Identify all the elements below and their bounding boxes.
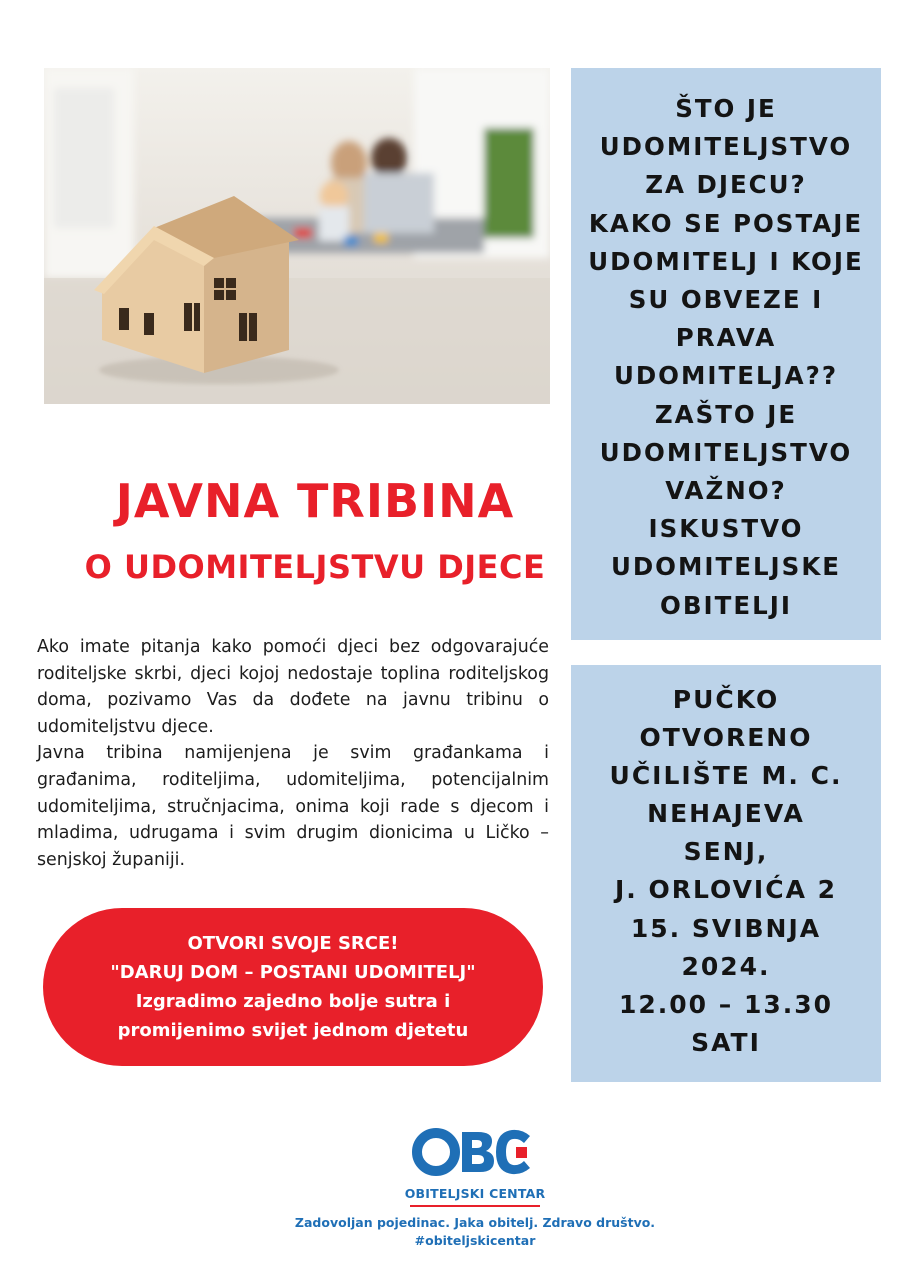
location-line: 15. SVIBNJA xyxy=(630,913,822,943)
slogan-line-2: "DARUJ DOM – POSTANI UDOMITELJ" xyxy=(110,962,476,983)
event-subtitle: O UDOMITELJSTVU DJECE xyxy=(84,548,546,586)
question-line: UDOMITELJ I KOJE xyxy=(588,246,864,276)
hero-photo xyxy=(44,68,550,404)
location-line: UČILIŠTE M. C. xyxy=(609,761,843,791)
slogan-line-1: OTVORI SVOJE SRCE! xyxy=(187,933,399,954)
location-line: PUČKO xyxy=(672,685,780,714)
question-line: SU OBVEZE I xyxy=(628,285,824,315)
question-line: ZA DJECU? xyxy=(645,170,807,200)
location-line: NEHAJEVA xyxy=(647,799,805,829)
location-line: SATI xyxy=(691,1027,761,1057)
question-line: UDOMITELJSTVO xyxy=(599,437,853,467)
description-paragraph-1: Ako imate pitanja kako pomoći djeci bez odgovarajuće roditeljske skrbi, djeci kojoj nedostaje toplina roditeljskog doma, pozivamo Vas da dođete na javnu tribinu o udomiteljstvu djece. xyxy=(37,637,549,737)
location-line: J. ORLOVIĆA 2 xyxy=(614,875,838,905)
event-title: JAVNA TRIBINA xyxy=(115,474,515,528)
location-line: 2024. xyxy=(681,951,771,981)
question-line: VAŽNO? xyxy=(665,476,787,506)
obc-logo-mark xyxy=(412,1124,538,1180)
location-line: OTVORENO xyxy=(639,723,813,753)
question-line: UDOMITELJA?? xyxy=(613,361,839,391)
slogan-line-3: Izgradimo zajedno bolje sutra i xyxy=(135,991,451,1012)
location-box xyxy=(571,665,881,1082)
question-line: ISKUSTVO xyxy=(648,514,804,544)
question-line: ZAŠTO JE xyxy=(654,399,798,429)
slogan-line-4: promijenimo svijet jednom djetetu xyxy=(117,1020,469,1041)
location-line: SENJ, xyxy=(683,837,769,867)
org-underline xyxy=(410,1205,540,1207)
org-tagline: Zadovoljan pojedinac. Jaka obitelj. Zdravo društvo. xyxy=(294,1215,656,1230)
slogan-banner xyxy=(43,908,543,1066)
location-line: 12.00 – 13.30 xyxy=(618,989,834,1019)
org-hashtag: #obiteljskicentar xyxy=(414,1233,536,1248)
questions-box xyxy=(571,68,881,640)
obc-logo xyxy=(412,1124,538,1180)
house-family-illustration xyxy=(44,68,550,404)
question-line: UDOMITELJSTVO xyxy=(599,132,853,162)
question-line: OBITELJI xyxy=(660,590,792,620)
question-line: UDOMITELJSKE xyxy=(610,552,842,582)
question-line: PRAVA xyxy=(675,323,777,353)
question-line: KAKO SE POSTAJE xyxy=(588,208,864,238)
event-description xyxy=(37,634,549,873)
description-paragraph-2: Javna tribina namijenjena je svim građankama i građanima, roditeljima, udomiteljima, potencijalnim udomiteljima, stručnjacima, onima koji rade s djecom i mladima, udrugama i svim drugim dionicima u Ličko – senjskoj županiji. xyxy=(37,743,549,870)
question-line: ŠTO JE xyxy=(675,94,777,123)
org-name: OBITELJSKI CENTAR xyxy=(404,1186,546,1201)
